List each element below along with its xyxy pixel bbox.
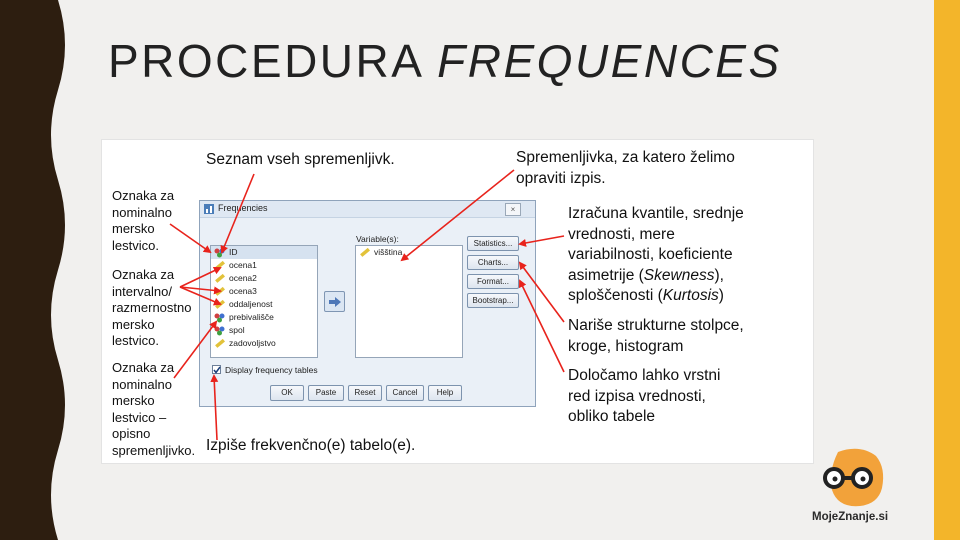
variable-item-zadovoljstvo[interactable]: zadovoljstvo [211, 337, 317, 350]
arrow-interval-icon-1 [180, 268, 220, 287]
site-logo [808, 444, 900, 534]
arrow-to-target-variable [402, 170, 514, 260]
logo-text: MojeZnanje.si [812, 511, 889, 523]
cancel-button[interactable]: Cancel [386, 385, 424, 401]
annotation-variable-list: Seznam vseh spremenljivk. [206, 151, 395, 168]
bootstrap-button[interactable]: Bootstrap... [467, 293, 519, 308]
display-frequency-tables-label: Display frequency tables [225, 365, 318, 375]
dialog-title: Frequencies [218, 203, 268, 213]
variable-item-prebivalisce[interactable]: prebivališče [211, 311, 317, 324]
arrow-to-checkbox [214, 376, 217, 440]
arrow-to-format [520, 281, 564, 372]
arrow-nominal-icon [170, 224, 210, 252]
callout-arrows [102, 140, 814, 464]
annotation-charts: Nariše strukturne stolpce, kroge, histogram [568, 317, 744, 355]
annotation-statistics: Izračuna kvantile, srednje vrednosti, mere variabilnosti, koeficiente asimetrije (Skewness), sploščenosti (Kurtosis) [568, 205, 744, 304]
arrow-to-statistics [520, 236, 564, 244]
ok-button[interactable]: OK [270, 385, 304, 401]
arrow-to-variable-list [222, 174, 254, 252]
variable-item-ocena3[interactable]: ocena3 [211, 285, 317, 298]
right-accent-bar [934, 0, 960, 540]
annotated-screenshot [101, 139, 814, 464]
annotation-target-variable: Spremenljivka, za katero želimo opraviti izpis. [516, 149, 735, 187]
annotation-nominal: Oznaka za nominalno mersko lestvico. [112, 188, 175, 253]
reset-button[interactable]: Reset [348, 385, 382, 401]
format-button[interactable]: Format... [467, 274, 519, 289]
paste-button[interactable]: Paste [308, 385, 344, 401]
help-button[interactable]: Help [428, 385, 462, 401]
target-list-label: Variable(s): [356, 234, 399, 244]
annotation-interval: Oznaka za intervalno/ razmernostno mersko lestvico. [112, 267, 192, 348]
variable-item-spol[interactable]: spol [211, 324, 317, 337]
target-variable-item[interactable]: višština [356, 246, 462, 259]
page-title: PROCEDURA FREQUENCES [108, 35, 782, 87]
charts-button[interactable]: Charts... [467, 255, 519, 270]
arrow-to-charts [520, 263, 564, 322]
arrow-nominal-desc-icon [174, 322, 216, 378]
left-wavy-bar [0, 0, 72, 540]
close-button[interactable]: × [505, 203, 521, 216]
annotation-display-table: Izpiše frekvenčno(e) tabelo(e). [206, 437, 416, 454]
variable-item-ocena1[interactable]: ocena1 [211, 259, 317, 272]
variable-item-oddaljenost[interactable]: oddaljenost [211, 298, 317, 311]
annotation-nominal-descriptive: Oznaka za nominalno mersko lestvico – opisno spremenljivko. [112, 360, 196, 458]
owl-glasses-icon [808, 444, 900, 510]
annotation-format: Določamo lahko vrstni red izpisa vrednosti, obliko tabele [568, 367, 721, 425]
variable-item-ocena2[interactable]: ocena2 [211, 272, 317, 285]
variable-item-id[interactable]: ID [211, 246, 317, 259]
statistics-button[interactable]: Statistics... [467, 236, 519, 251]
